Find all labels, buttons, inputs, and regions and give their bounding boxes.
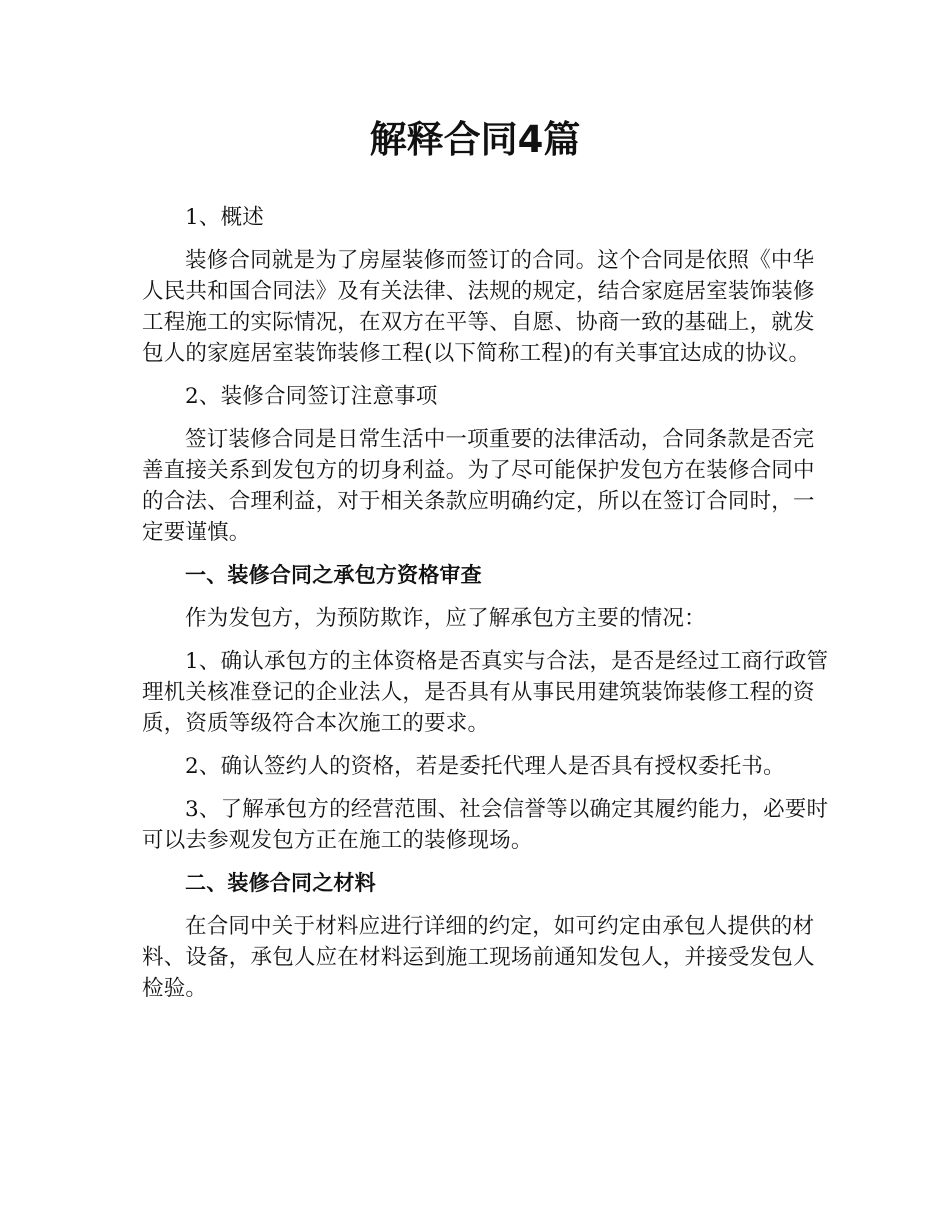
paragraph-overview: 装修合同就是为了房屋装修而签订的合同。这个合同是依照《中华人民共和国合同法》及有关法律、法规的规定，结合家庭居室装饰装修工程施工的实际情况，在双方在平等、自愿、协商一致的基础上，就发包人的家庭居室装饰装修工程(以下简称工程)的有关事宜达成的协议。 <box>142 248 815 366</box>
heading-materials: 二、装修合同之材料 <box>185 871 376 895</box>
list-item-qualification-3: 3、了解承包方的经营范围、社会信誉等以确定其履约能力，必要时可以去参观发包方正在施工的装修现场。 <box>142 797 829 853</box>
paragraph-signing-notes: 签订装修合同是日常生活中一项重要的法律活动，合同条款是否完善直接关系到发包方的切身利益。为了尽可能保护发包方在装修合同中的合法、合理利益，对于相关条款应明确约定，所以在签订合同时，一定要谨慎。 <box>142 427 815 545</box>
paragraph-materials: 在合同中关于材料应进行详细的约定，如可约定由承包人提供的材料、设备，承包人应在材料运到施工现场前通知发包人，并接受发包人检验。 <box>142 914 815 1001</box>
document-body <box>142 202 832 1016</box>
paragraph-qualification-intro: 作为发包方，为预防欺诈，应了解承包方主要的情况： <box>185 606 706 631</box>
list-item-qualification-2: 2、确认签约人的资格，若是委托代理人是否具有授权委托书。 <box>185 754 785 779</box>
heading-contractor-qualification: 一、装修合同之承包方资格审查 <box>185 563 482 587</box>
section-label-signing-notes: 2、装修合同签订注意事项 <box>185 384 438 409</box>
document-title: 解释合同4篇 <box>369 118 581 161</box>
list-item-qualification-1: 1、确认承包方的主体资格是否真实与合法，是否是经过工商行政管理机关核准登记的企业法人，是否具有从事民用建筑装饰装修工程的资质，资质等级符合本次施工的要求。 <box>142 649 829 736</box>
section-label-overview: 1、概述 <box>185 205 264 230</box>
